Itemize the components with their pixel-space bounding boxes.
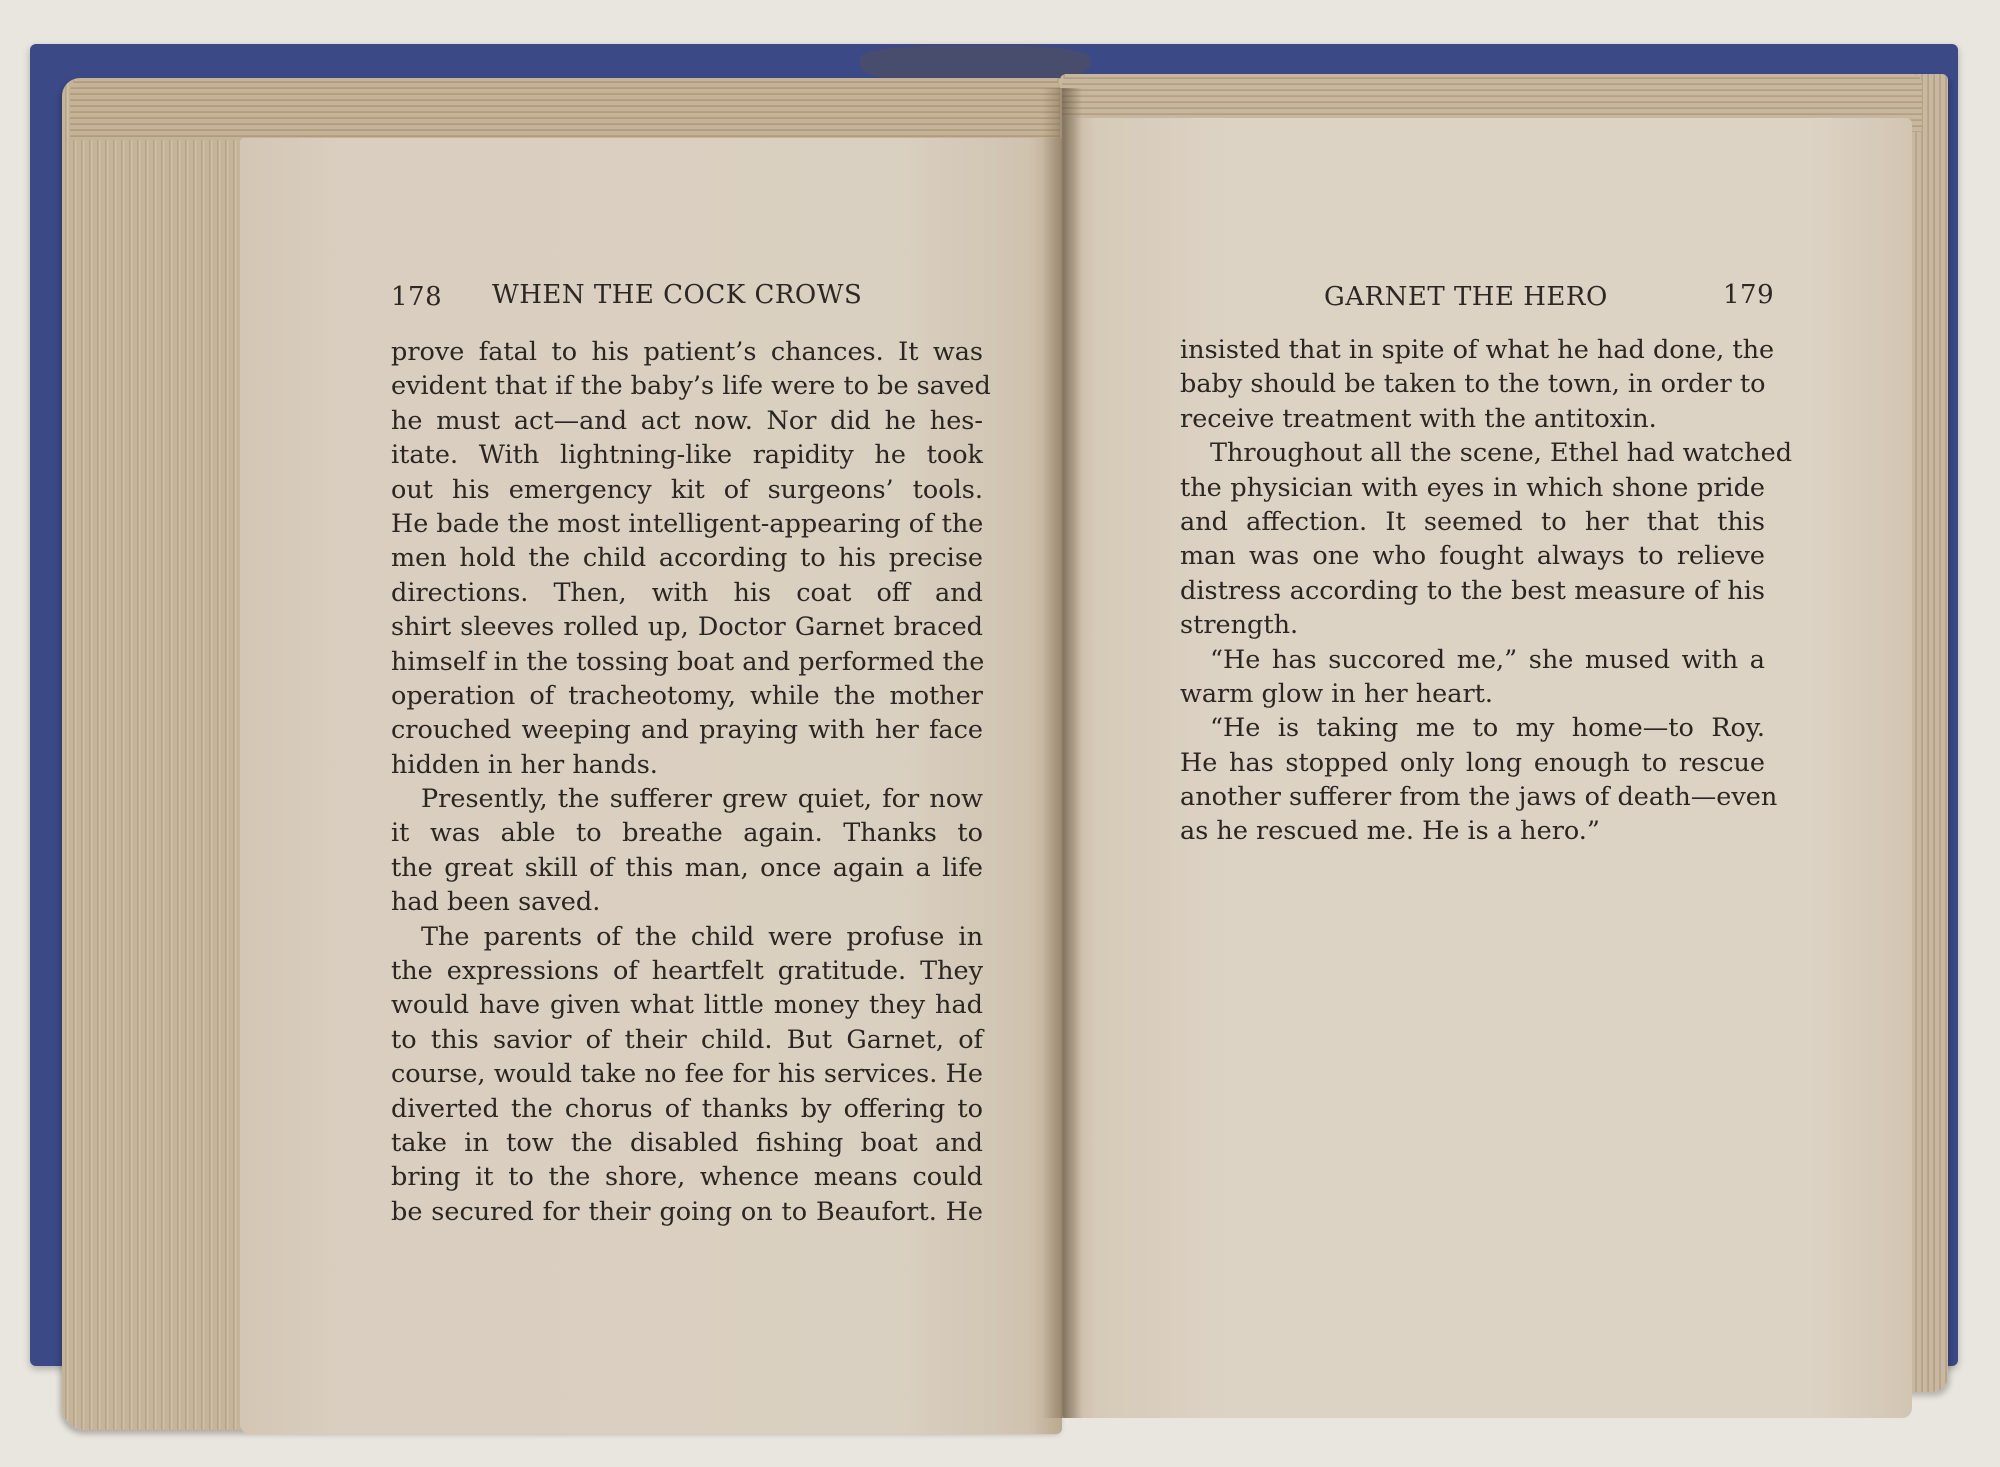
text-line: course, would take no fee for his services. He <box>391 1059 983 1090</box>
text-line: itate. With lightning-like rapidity he took <box>391 440 983 471</box>
text-line: baby should be taken to the town, in order to <box>1180 369 1766 400</box>
text-line: out his emergency kit of surgeons’ tools. <box>391 474 983 505</box>
text-line: Presently, the sufferer grew quiet, for now <box>421 784 983 815</box>
text-line: had been saved. <box>391 887 601 918</box>
text-line: men hold the child according to his precise <box>391 543 983 574</box>
left-page-number: 178 <box>391 282 443 312</box>
text-line: He has stopped only long enough to rescue <box>1180 747 1765 778</box>
text-line: directions. Then, with his coat off and <box>391 577 983 608</box>
text-line: “He has succored me,” she mused with a <box>1210 644 1765 675</box>
text-line: crouched weeping and praying with her face <box>391 715 983 746</box>
text-line: to this savior of their child. But Garnet, of <box>391 1024 983 1055</box>
right-running-title: GARNET THE HERO <box>1324 282 1608 312</box>
right-page-text <box>1180 333 1793 849</box>
text-line: shirt sleeves rolled up, Doctor Garnet braced <box>391 612 983 643</box>
text-line: be secured for their going on to Beaufort. He <box>391 1196 983 1227</box>
text-line: operation of tracheotomy, while the mother <box>391 680 983 711</box>
text-line: distress according to the best measure of his <box>1180 575 1765 606</box>
text-line: bring it to the shore, whence means could <box>391 1162 983 1193</box>
left-page-text <box>391 335 991 1229</box>
text-line: insisted that in spite of what he had done, the <box>1180 335 1775 365</box>
text-line: he must act—and act now. Nor did he hes- <box>391 405 983 436</box>
text-line: hidden in her hands. <box>391 749 658 780</box>
left-running-title: WHEN THE COCK CROWS <box>492 280 863 310</box>
text-line: would have given what little money they had <box>391 990 983 1021</box>
text-line: receive treatment with the antitoxin. <box>1180 403 1657 434</box>
text-line: as he rescued me. He is a hero.” <box>1180 816 1600 847</box>
right-page-number: 179 <box>1723 280 1775 310</box>
text-line: Throughout all the scene, Ethel had watched <box>1210 438 1793 469</box>
text-line: man was one who fought always to relieve <box>1180 541 1765 572</box>
text-line: prove fatal to his patient’s chances. It was <box>391 337 983 367</box>
text-line: evident that if the baby’s life were to be saved <box>391 371 991 402</box>
text-line: it was able to breathe again. Thanks to <box>391 818 983 849</box>
left-page-stack-top <box>70 78 1060 140</box>
text-line: strength. <box>1180 610 1299 641</box>
book-gutter <box>1042 88 1082 1418</box>
text-line: and affection. It seemed to her that this <box>1180 506 1765 537</box>
text-line: He bade the most intelligent-appearing of the <box>391 508 984 539</box>
text-line: take in tow the disabled fishing boat and <box>391 1127 983 1158</box>
text-line: warm glow in her heart. <box>1180 678 1494 709</box>
text-line: the great skill of this man, once again a life <box>391 852 983 883</box>
text-line: himself in the tossing boat and performed the <box>391 646 985 677</box>
text-line: The parents of the child were profuse in <box>421 921 983 952</box>
text-line: the expressions of heartfelt gratitude. They <box>391 956 983 987</box>
text-line: “He is taking me to my home—to Roy. <box>1210 713 1765 744</box>
text-line: the physician with eyes in which shone pride <box>1180 472 1765 503</box>
text-line: diverted the chorus of thanks by offering to <box>391 1093 983 1124</box>
text-line: another sufferer from the jaws of death—even <box>1180 782 1778 813</box>
